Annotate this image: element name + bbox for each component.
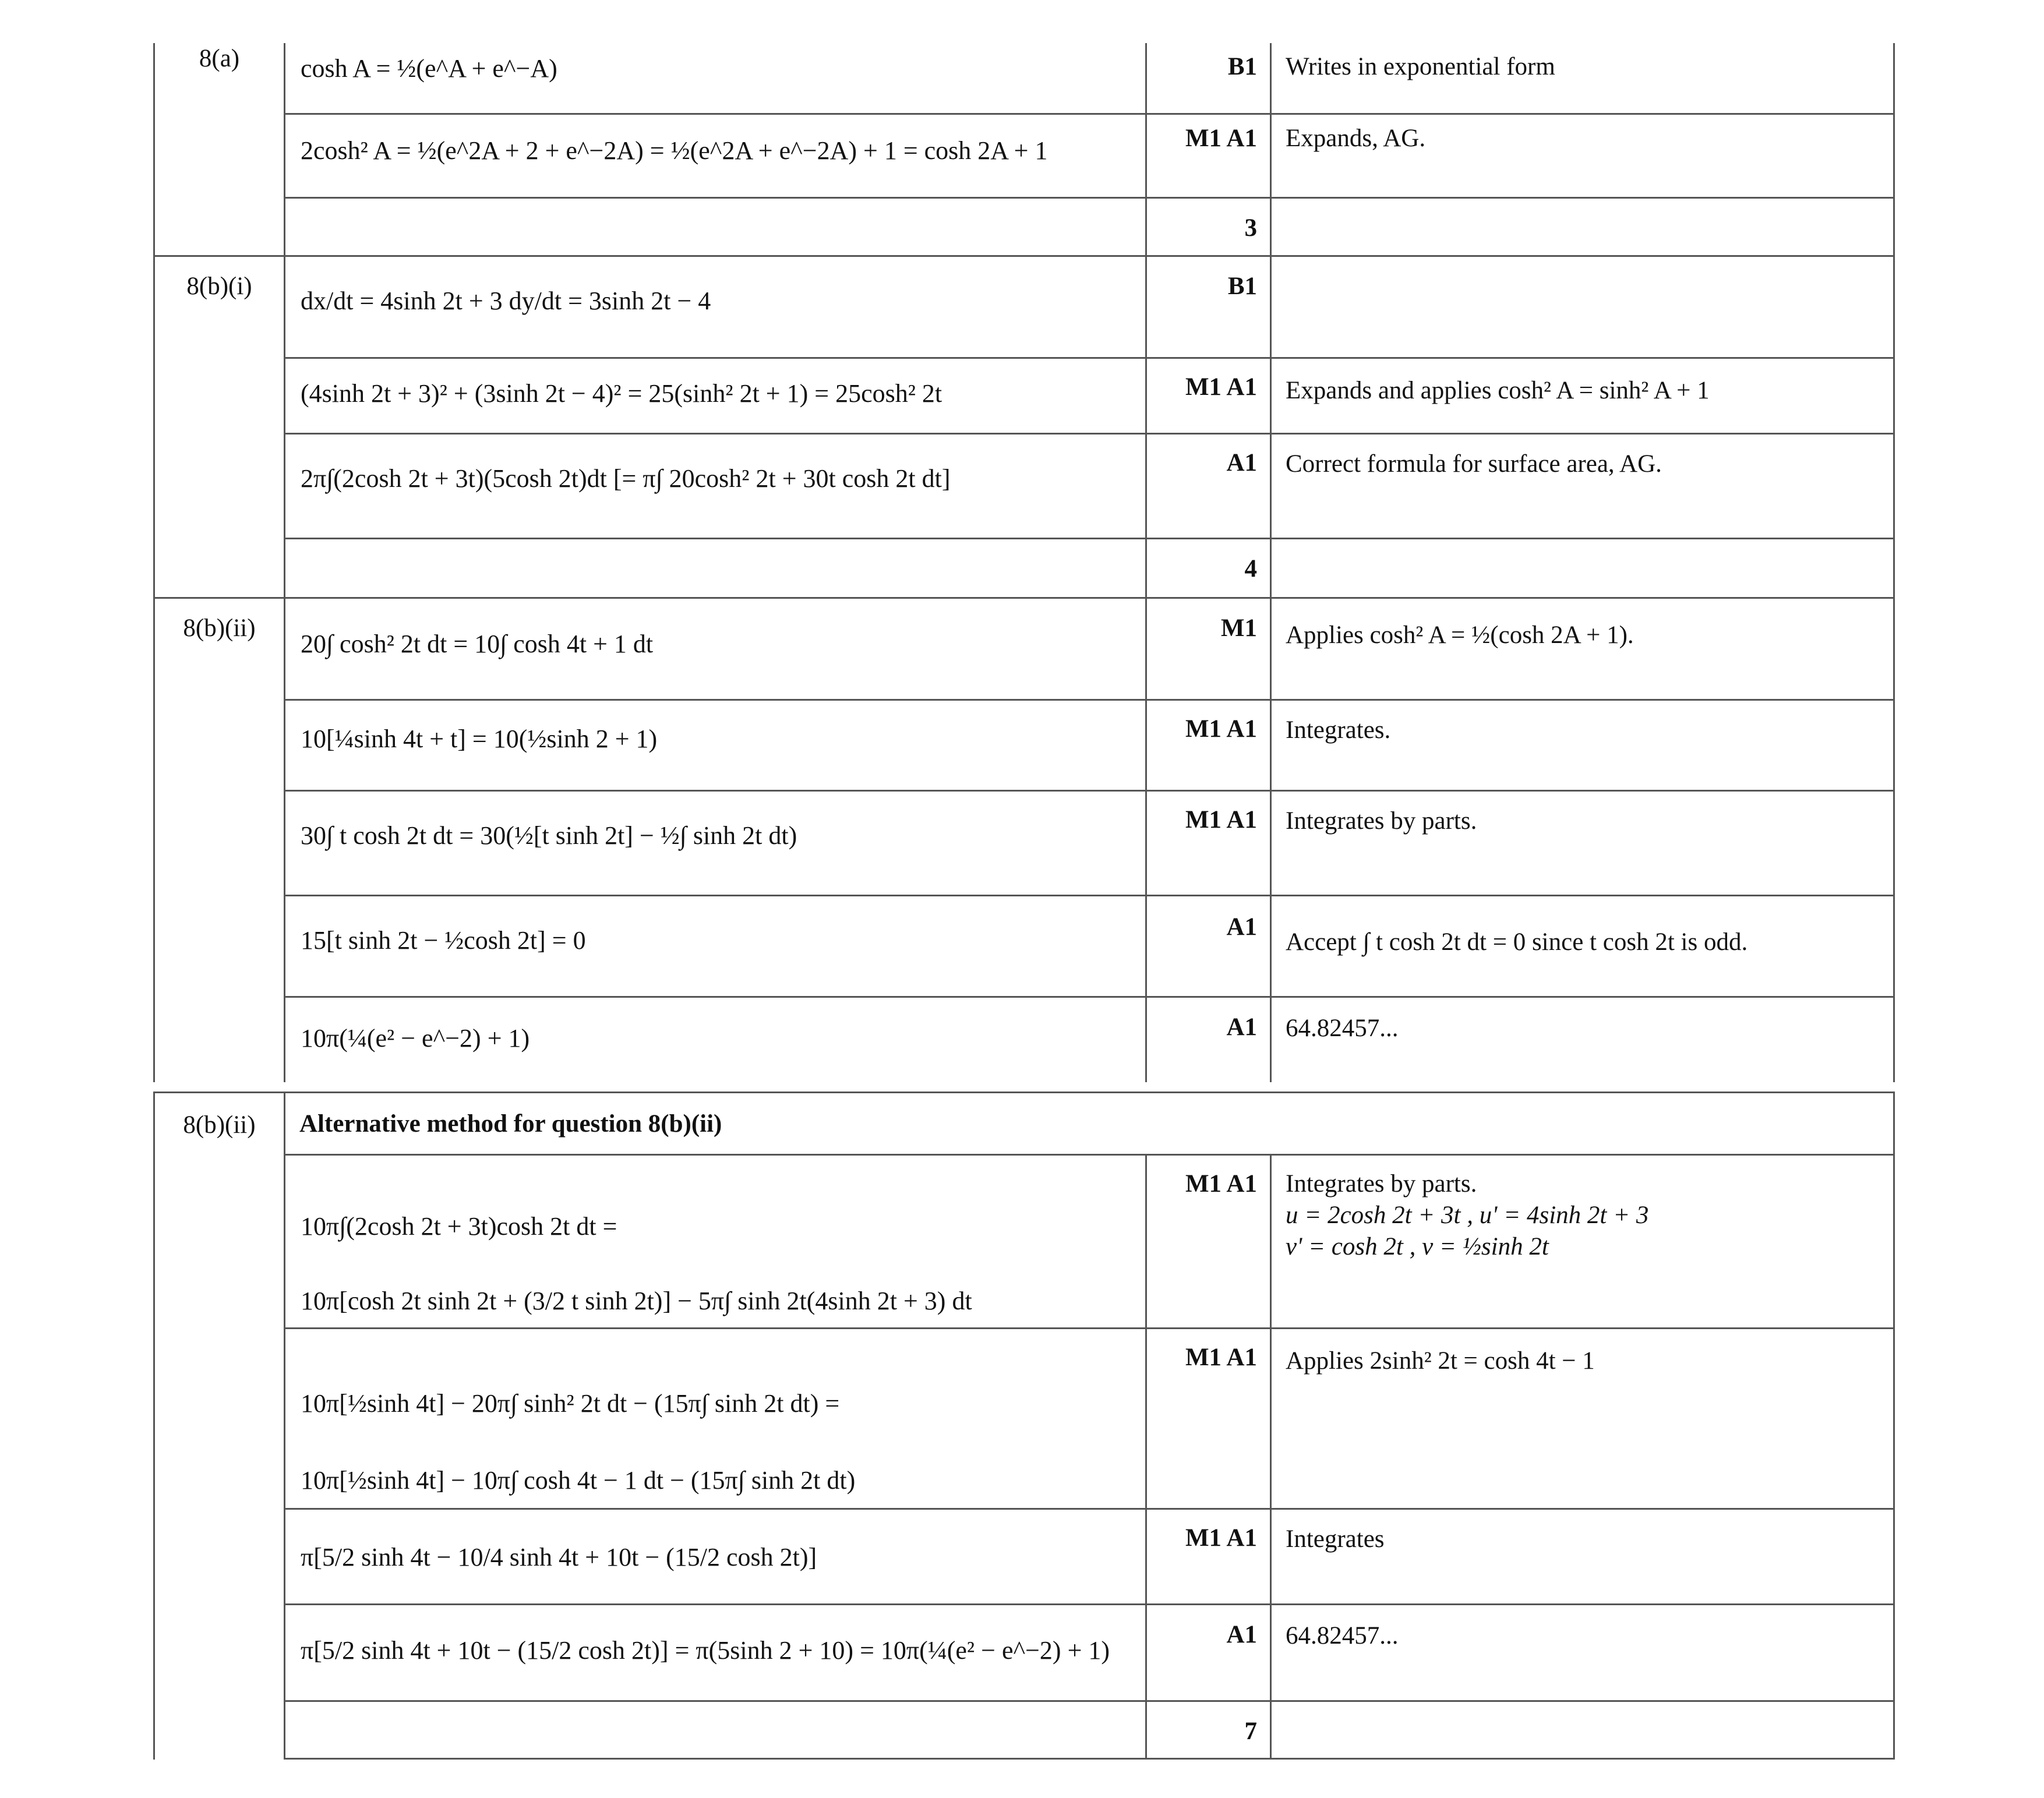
method-line: 10π[½sinh 4t] − 10π∫ cosh 4t − 1 dt − (15π∫ sinh 2t dt) xyxy=(301,1466,856,1495)
method-text: 15[t sinh 2t − ½cosh 2t] = 0 xyxy=(301,926,586,955)
section-8bi xyxy=(153,255,1895,597)
method-cell xyxy=(284,1508,1145,1603)
comment-cell: 64.82457... xyxy=(1270,996,1895,1082)
mark-total: 4 xyxy=(1145,538,1270,597)
section-8a xyxy=(153,43,1895,255)
method-text: cosh A = ½(e^A + e^−A) xyxy=(301,54,557,83)
mark-cell: M1 A1 xyxy=(1145,113,1270,197)
alternative-heading: Alternative method for question 8(b)(ii) xyxy=(284,1093,1895,1154)
question-label: 8(b)(i) xyxy=(153,257,284,597)
mark-cell: B1 xyxy=(1145,257,1270,357)
method-text: 10[¼sinh 4t + t] = 10(½sinh 2 + 1) xyxy=(301,725,658,753)
method-text: 2π∫(2cosh 2t + 3t)(5cosh 2t)dt [= π∫ 20cosh² 2t + 30t cosh 2t dt] xyxy=(301,464,951,493)
method-cell xyxy=(284,197,1145,255)
mark-cell: M1 A1 xyxy=(1145,790,1270,895)
comment-cell: Integrates xyxy=(1270,1508,1895,1603)
comment-cell: Correct formula for surface area, AG. xyxy=(1270,433,1895,538)
method-cell xyxy=(284,996,1145,1082)
comment-line: Integrates by parts. xyxy=(1286,1170,1477,1198)
method-cell xyxy=(284,433,1145,538)
section-8bii-alternative xyxy=(153,1091,1895,1760)
comment-cell: Applies cosh² A = ½(cosh 2A + 1). xyxy=(1270,599,1895,699)
method-text: (4sinh 2t + 3)² + (3sinh 2t − 4)² = 25(sinh² 2t + 1) = 25cosh² 2t xyxy=(301,379,942,408)
comment-cell: Writes in exponential form xyxy=(1270,43,1895,113)
mark-cell: A1 xyxy=(1145,996,1270,1082)
comment-cell: Applies 2sinh² 2t = cosh 4t − 1 xyxy=(1270,1327,1895,1508)
method-cell xyxy=(284,113,1145,197)
mark-cell: M1 A1 xyxy=(1145,1508,1270,1603)
section-8bii xyxy=(153,597,1895,1082)
method-cell xyxy=(284,895,1145,996)
comment-cell: Expands and applies cosh² A = sinh² A + 1 xyxy=(1270,357,1895,433)
mark-cell: A1 xyxy=(1145,433,1270,538)
question-label: 8(a) xyxy=(153,43,284,255)
method-cell xyxy=(284,1700,1145,1760)
method-text: π[5/2 sinh 4t + 10t − (15/2 cosh 2t)] = π(5sinh 2 + 10) = 10π(¼(e² − e^−2) + 1) xyxy=(301,1636,1110,1665)
question-label: 8(b)(ii) xyxy=(153,1093,284,1760)
mark-cell: M1 A1 xyxy=(1145,357,1270,433)
method-line: 10π∫(2cosh 2t + 3t)cosh 2t dt = xyxy=(301,1212,617,1241)
comment-line: u = 2cosh 2t + 3t , u' = 4sinh 2t + 3 xyxy=(1286,1201,1649,1229)
question-label: 8(b)(ii) xyxy=(153,599,284,1082)
method-line: 10π[½sinh 4t] − 20π∫ sinh² 2t dt − (15π∫ sinh 2t dt) = xyxy=(301,1389,840,1418)
method-cell xyxy=(284,599,1145,699)
method-cell xyxy=(284,790,1145,895)
method-cell xyxy=(284,357,1145,433)
mark-scheme-table xyxy=(153,43,1895,1760)
comment-cell: Integrates by parts. xyxy=(1270,790,1895,895)
comment-cell xyxy=(1270,538,1895,597)
method-cell xyxy=(284,43,1145,113)
mark-cell: B1 xyxy=(1145,43,1270,113)
method-cell xyxy=(284,1603,1145,1700)
method-cell xyxy=(284,538,1145,597)
comment-line: v' = cosh 2t , v = ½sinh 2t xyxy=(1286,1232,1549,1260)
mark-cell: M1 A1 xyxy=(1145,1154,1270,1327)
comment-cell xyxy=(1270,1700,1895,1760)
mark-cell: A1 xyxy=(1145,895,1270,996)
method-cell xyxy=(284,699,1145,790)
method-text: 2cosh² A = ½(e^2A + 2 + e^−2A) = ½(e^2A + e^−2A) + 1 = cosh 2A + 1 xyxy=(301,136,1048,165)
comment-cell: Integrates. xyxy=(1270,699,1895,790)
method-text: 20∫ cosh² 2t dt = 10∫ cosh 4t + 1 dt xyxy=(301,630,654,658)
comment-cell xyxy=(1270,197,1895,255)
mark-cell: M1 xyxy=(1145,599,1270,699)
comment-cell xyxy=(1270,257,1895,357)
mark-total: 7 xyxy=(1145,1700,1270,1760)
method-cell xyxy=(284,257,1145,357)
mark-total: 3 xyxy=(1145,197,1270,255)
method-text: 10π(¼(e² − e^−2) + 1) xyxy=(301,1024,530,1052)
method-text: 30∫ t cosh 2t dt = 30(½[t sinh 2t] − ½∫ sinh 2t dt) xyxy=(301,821,797,850)
mark-cell: M1 A1 xyxy=(1145,699,1270,790)
method-text: dx/dt = 4sinh 2t + 3 dy/dt = 3sinh 2t − 4 xyxy=(301,287,711,315)
method-text: π[5/2 sinh 4t − 10/4 sinh 4t + 10t − (15/2 cosh 2t)] xyxy=(301,1543,817,1571)
mark-cell: A1 xyxy=(1145,1603,1270,1700)
mark-cell: M1 A1 xyxy=(1145,1327,1270,1508)
comment-cell: 64.82457... xyxy=(1270,1603,1895,1700)
method-cell xyxy=(284,1327,1145,1508)
comment-cell: Expands, AG. xyxy=(1270,113,1895,197)
comment-cell xyxy=(1270,1154,1895,1327)
comment-cell: Accept ∫ t cosh 2t dt = 0 since t cosh 2t is odd. xyxy=(1270,895,1895,996)
method-line: 10π[cosh 2t sinh 2t + (3/2 t sinh 2t)] − 5π∫ sinh 2t(4sinh 2t + 3) dt xyxy=(301,1286,972,1315)
method-cell xyxy=(284,1154,1145,1327)
